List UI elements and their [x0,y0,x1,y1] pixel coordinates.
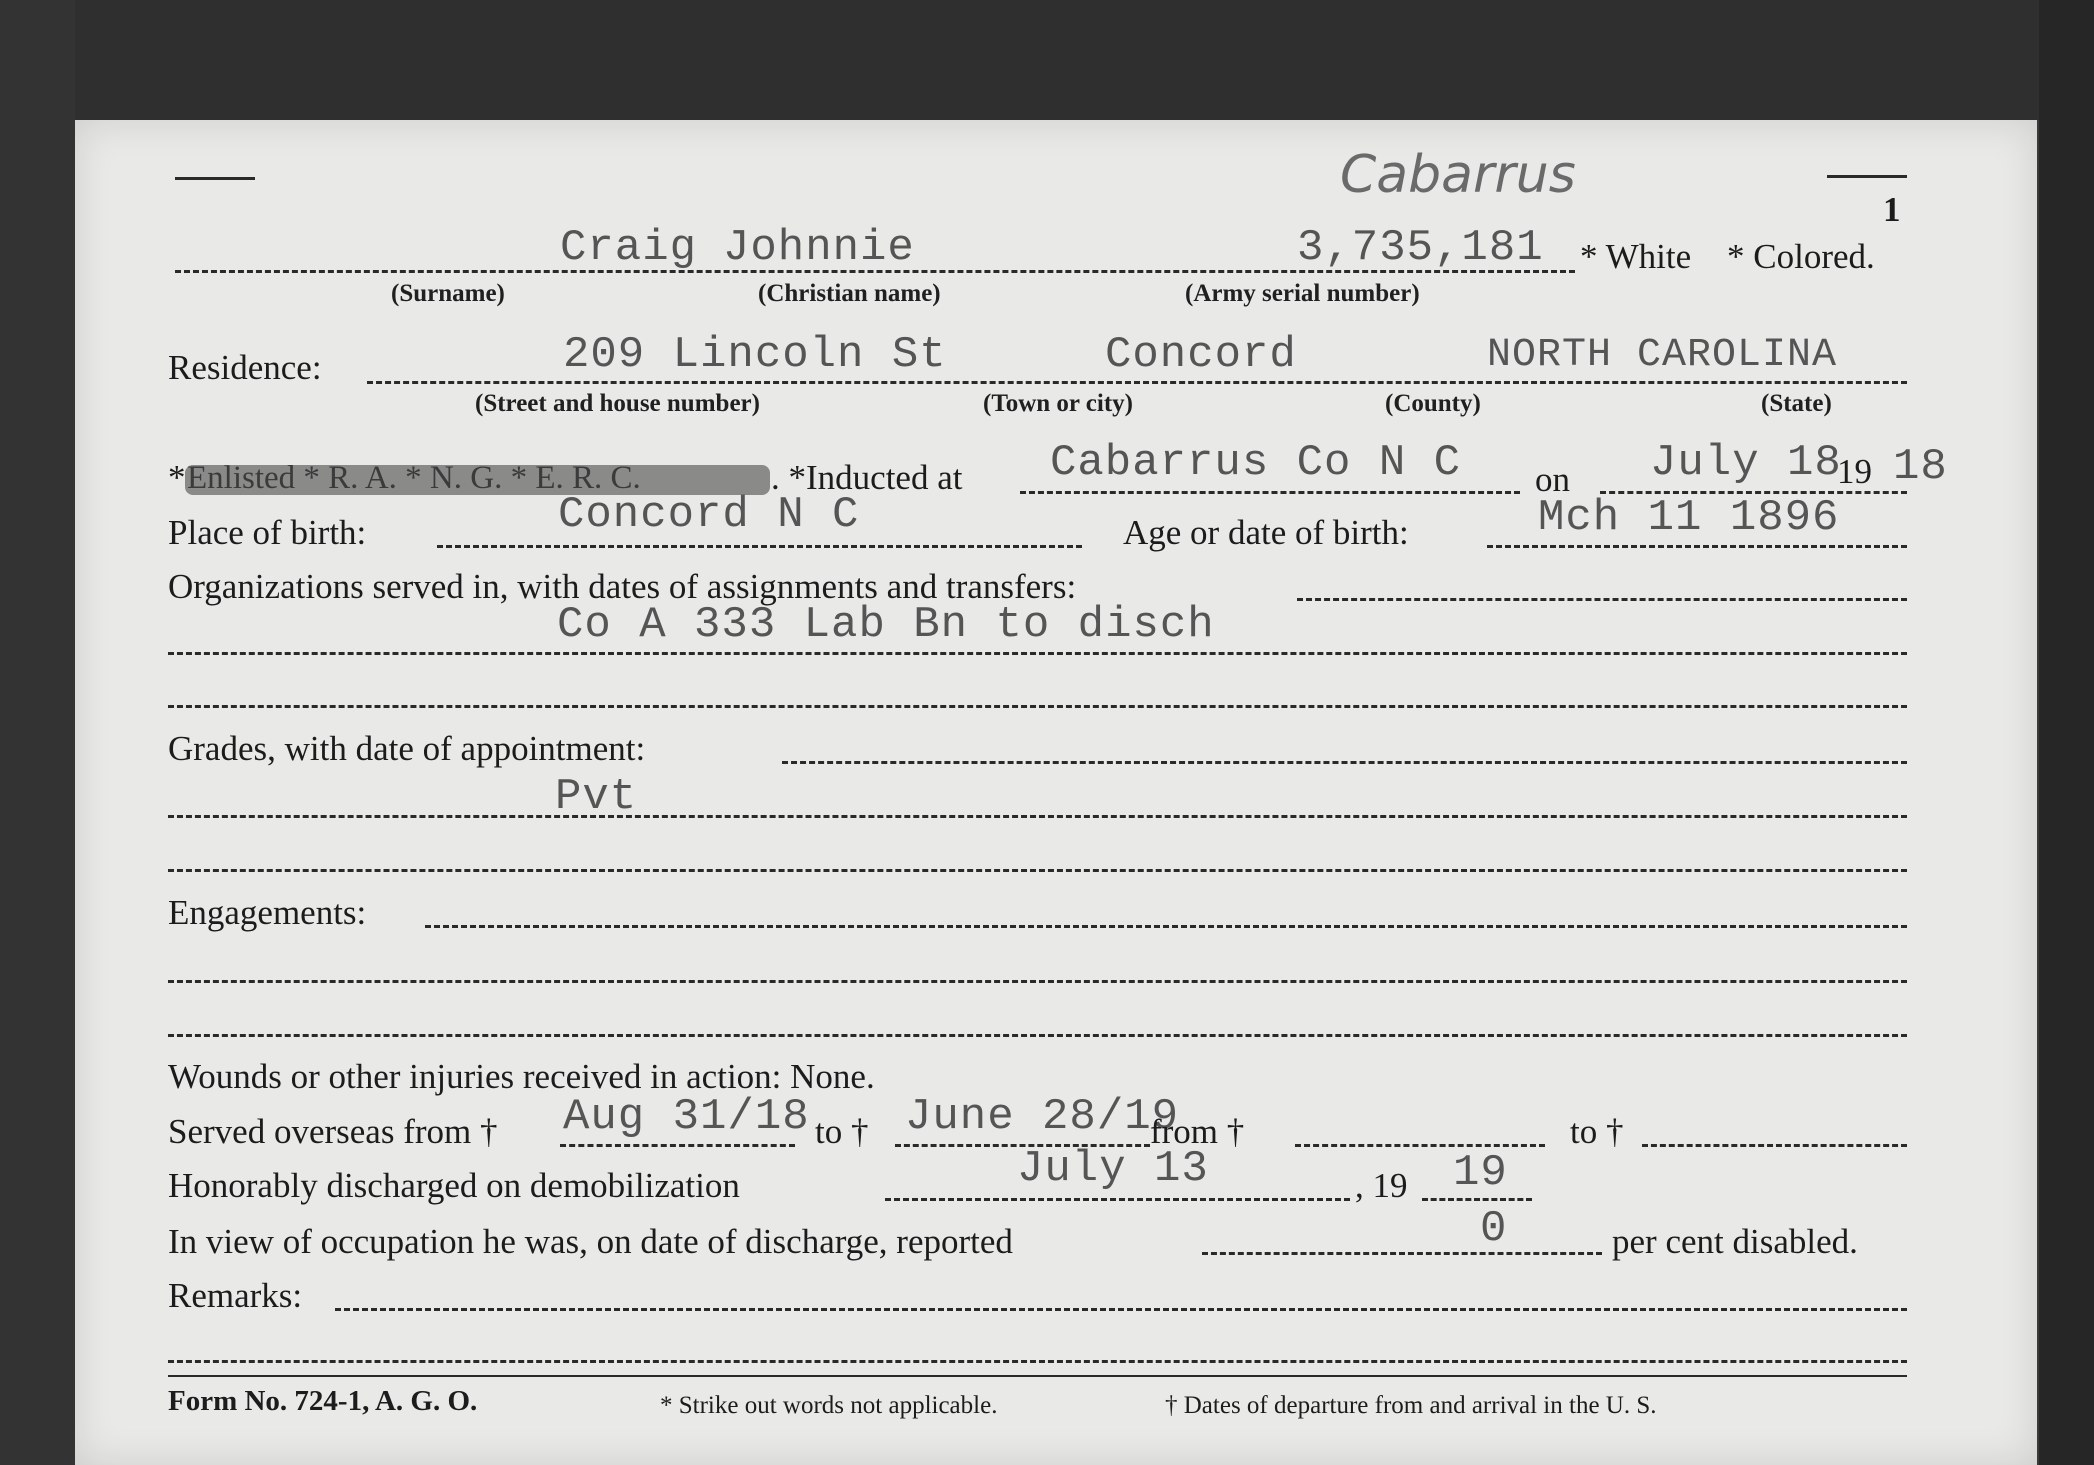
induction-year: 18 [1893,442,1948,492]
service-record-card [75,120,2037,1465]
birthdate-label: Age or date of birth: [1123,513,1409,552]
engagements-line-1 [425,925,1907,928]
organizations-label: Organizations served in, with dates of assignments and transfers: [168,567,1077,606]
footer-note-strike: * Strike out words not applicable. [660,1392,998,1419]
overseas-from-1: Aug 31/18 [563,1092,810,1142]
wounds-label: Wounds or other injuries received in action: None. [168,1057,875,1096]
grades-value: Pvt [555,772,638,822]
induction-year-prefix: 19 [1837,452,1872,491]
caption-street: (Street and house number) [475,390,760,417]
induction-date: July 18 [1650,438,1842,488]
backdrop-right [2039,0,2094,1465]
engagements-label: Engagements: [168,893,367,932]
serial-number-value: 3,735,181 [1297,223,1544,273]
residence-state: NORTH CAROLINA [1487,333,1838,378]
birthdate-line [1487,545,1907,548]
grades-line-1 [782,761,1907,764]
remarks-line-1 [335,1308,1907,1311]
disability-label: In view of occupation he was, on date of discharge, reported [168,1222,1013,1261]
residence-town: Concord [1105,330,1297,380]
overseas-from-label-2: from † [1150,1112,1245,1151]
induction-place-line [1020,491,1520,494]
organizations-line-2 [168,652,1907,655]
organizations-line-3 [168,705,1907,708]
disability-percent: 0 [1480,1204,1508,1254]
discharge-year-prefix: , 19 [1355,1166,1408,1205]
caption-surname: (Surname) [391,280,505,307]
header-rule-left [175,177,255,180]
caption-serial-number: (Army serial number) [1185,280,1420,307]
engagements-line-2 [168,980,1907,983]
discharge-year: 19 [1453,1148,1508,1198]
birthplace-value: Concord N C [558,490,860,540]
caption-state: (State) [1761,390,1832,417]
overseas-to-label-1: to † [815,1112,869,1151]
discharge-date-line [885,1198,1350,1201]
discharge-year-line [1422,1198,1532,1201]
grades-line-2 [168,815,1907,818]
disability-line [1202,1252,1602,1255]
overseas-label: Served overseas from † [168,1112,498,1151]
organizations-value: Co A 333 Lab Bn to disch [557,600,1215,650]
inducted-label: . *Inducted at [771,458,963,497]
county-handwritten: Cabarrus [1340,145,1576,205]
overseas-to-1: June 28/19 [905,1092,1180,1142]
discharge-label: Honorably discharged on demobilization [168,1166,740,1205]
organizations-line-1 [1297,598,1907,601]
race-colored: * Colored. [1727,237,1875,276]
induction-asterisk: * [168,458,186,497]
overseas-to-label-2: to † [1570,1112,1624,1151]
overseas-to-2-line [1642,1144,1907,1147]
card-number: 1 [1883,190,1901,229]
header-rule-right [1827,175,1907,178]
birthplace-line [437,545,1082,548]
grades-line-3 [168,869,1907,872]
birthplace-label: Place of birth: [168,513,367,552]
engagements-line-3 [168,1034,1907,1037]
surname-value: Craig [560,223,698,273]
grades-label: Grades, with date of appointment: [168,729,646,768]
footer-rule [168,1375,1907,1377]
discharge-date: July 13 [1017,1144,1209,1194]
caption-town: (Town or city) [983,390,1133,417]
form-number: Form No. 724-1, A. G. O. [168,1385,478,1417]
residence-label: Residence: [168,348,322,387]
residence-line [367,381,1907,384]
race-white: * White [1580,237,1692,276]
christian-name-value: Johnnie [723,223,915,273]
footer-note-dates: † Dates of departure from and arrival in the U. S. [1165,1392,1657,1419]
residence-street: 209 Lincoln St [563,330,947,380]
remarks-label: Remarks: [168,1276,303,1315]
caption-county: (County) [1385,390,1481,417]
backdrop-left [0,0,75,1465]
disability-suffix: per cent disabled. [1612,1222,1858,1261]
caption-christian-name: (Christian name) [758,280,941,307]
birthdate-value: Mch 11 1896 [1538,493,1840,543]
overseas-from-2-line [1295,1144,1545,1147]
name-line [175,270,1575,273]
backdrop-top [0,0,2094,120]
induction-on-label: on [1535,460,1570,499]
induction-place: Cabarrus Co N C [1050,438,1462,488]
remarks-line-2 [168,1360,1907,1363]
overseas-from-1-line [560,1144,795,1147]
